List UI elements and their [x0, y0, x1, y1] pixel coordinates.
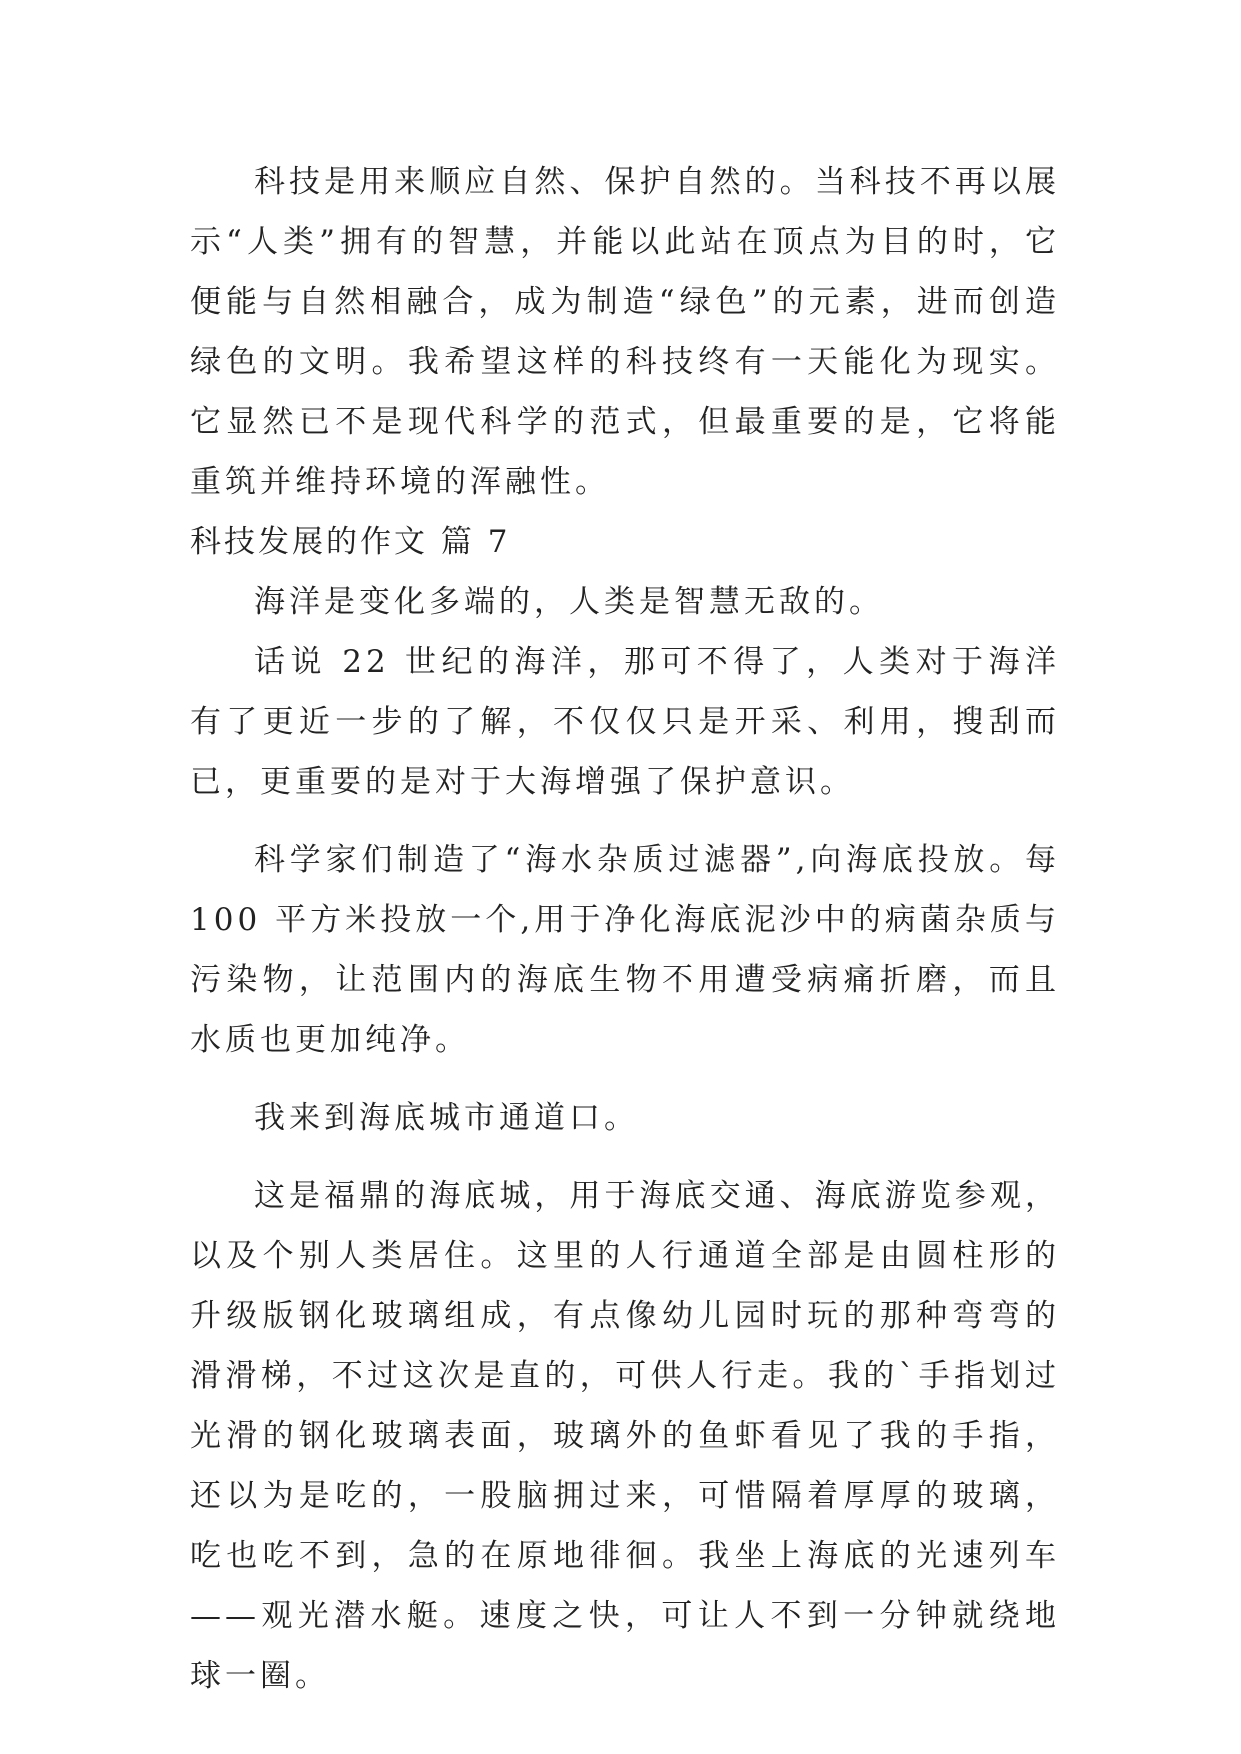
paragraph-ocean-intro: 海洋是变化多端的，人类是智慧无敌的。	[254, 584, 884, 620]
section-heading: 科技发展的作文 篇 7	[190, 524, 511, 560]
paragraph-technology-nature: 科技是用来顺应自然、保护自然的。当科技不再以展示“人类”拥有的智慧，并能以此站在顶点为目的时，它便能与自然相融合，成为制造“绿色”的元素，进而创造绿色的文明。我希望这样的科技终有一天能化为现实。它显然已不是现代科学的范式，但最重要的是，它将能重筑并维持环境的浑融性。	[190, 164, 1060, 500]
document-body	[190, 152, 1060, 1706]
paragraph-filter: 科学家们制造了“海水杂质过滤器”,向海底投放。每 100 平方米投放一个,用于净化海底泥沙中的病菌杂质与污染物，让范围内的海底生物不用遭受病痛折磨，而且水质也更加纯净。	[190, 842, 1060, 1058]
paragraph-tunnel-entrance: 我来到海底城市通道口。	[254, 1100, 639, 1136]
paragraph-22nd-century-ocean: 话说 22 世纪的海洋，那可不得了，人类对于海洋有了更近一步的了解，不仅仅只是开采、利用，搜刮而已，更重要的是对于大海增强了保护意识。	[190, 644, 1060, 800]
paragraph-undersea-city: 这是福鼎的海底城，用于海底交通、海底游览参观，以及个别人类居住。这里的人行通道全部是由圆柱形的升级版钢化玻璃组成，有点像幼儿园时玩的那种弯弯的滑滑梯，不过这次是直的，可供人行走。我的`手指划过光滑的钢化玻璃表面，玻璃外的鱼虾看见了我的手指，还以为是吃的，一股脑拥过来，可惜隔着厚厚的玻璃，吃也吃不到，急的在原地徘徊。我坐上海底的光速列车——观光潜水艇。速度之快，可让人不到一分钟就绕地球一圈。	[190, 1178, 1060, 1694]
